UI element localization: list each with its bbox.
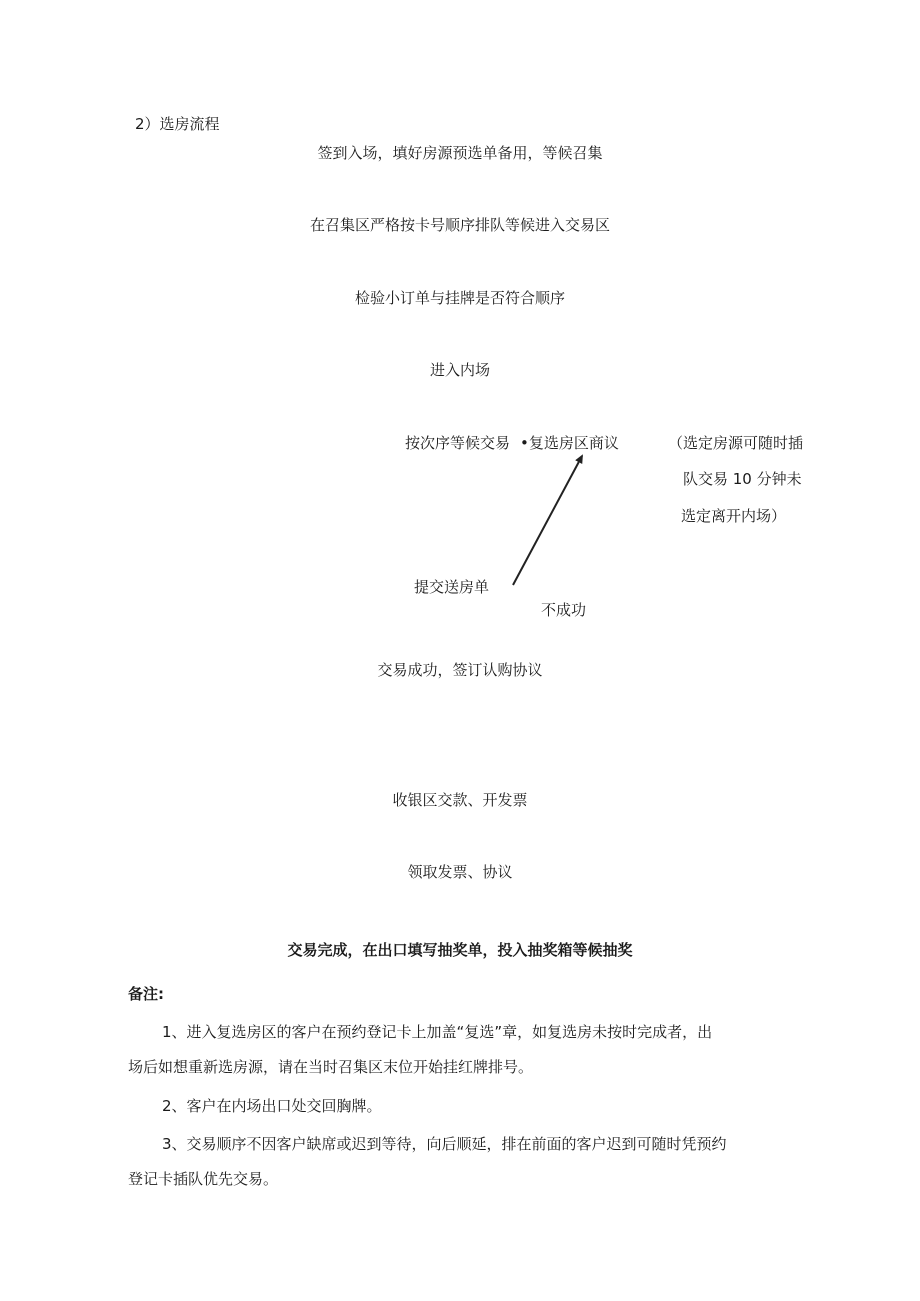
side-note-line1: （选定房源可随时插 [668,434,804,452]
flow-step-checkin: 签到入场，填好房源预选单备用，等候召集 [317,144,603,162]
section-title: 2）选房流程 [135,115,220,133]
flow-step-queue: 在召集区严格按卡号顺序排队等候进入交易区 [309,216,610,234]
note-item3-line1: 3、交易顺序不因客户缺席或迟到等待，向后顺延，排在前面的客户迟到可随时凭预约 [162,1135,727,1153]
flow-step-fail: 不成功 [541,601,587,619]
note-item1-line2: 场后如想重新选房源，请在当时召集区末位开始挂红牌排号。 [128,1058,534,1076]
note-item1-line1: 1、进入复选房区的客户在预约登记卡上加盖“复选”章，如复选房未按时完成者，出 [162,1023,713,1041]
flow-step-submit: 提交送房单 [414,578,490,596]
notes-heading: 备注: [128,985,164,1003]
side-note-line3: 选定离开内场） [681,507,787,525]
flow-step-success: 交易成功，签订认购协议 [377,661,543,679]
note-item2: 2、客户在内场出口处交回胸牌。 [162,1097,382,1115]
flow-step-enter: 进入内场 [429,361,490,379]
flow-step-cashier: 收银区交款、开发票 [392,791,528,809]
flow-step-complete: 交易完成，在出口填写抽奖单，投入抽奖箱等候抽奖 [287,941,633,959]
flow-step-review-area: •复选房区商议 [520,434,619,452]
side-note-line2: 队交易 10 分钟未 [683,470,802,488]
flow-step-verify: 检验小订单与挂牌是否符合顺序 [354,289,565,307]
flow-step-receive: 领取发票、协议 [407,863,513,881]
note-item3-line2: 登记卡插队优先交易。 [128,1170,279,1188]
flow-step-wait: 按次序等候交易 [405,434,511,452]
